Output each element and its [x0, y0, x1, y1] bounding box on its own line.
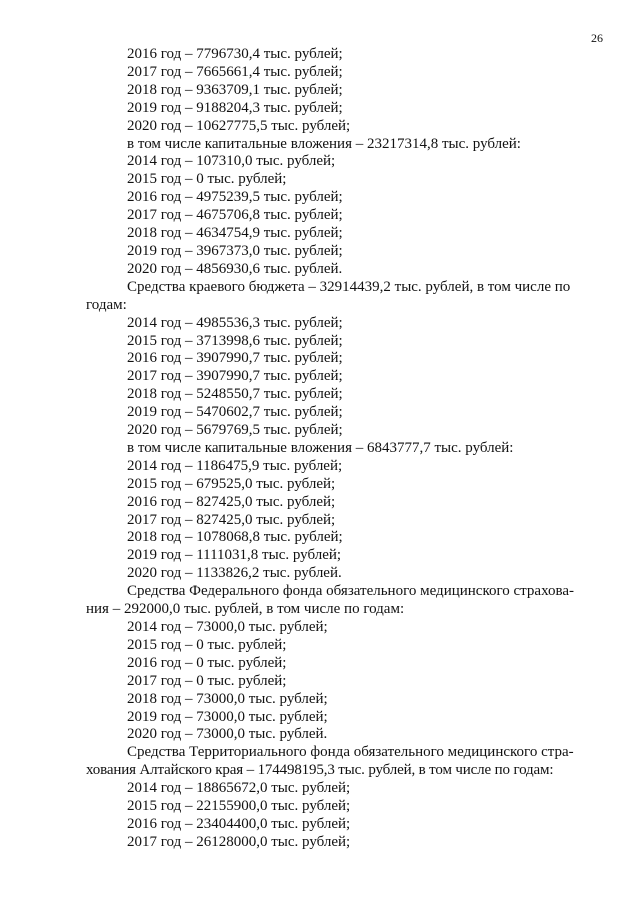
text-line: 2016 год – 0 тыс. рублей; [127, 654, 287, 671]
text-line: 2019 год – 3967373,0 тыс. рублей; [127, 242, 343, 259]
line-group-regional-budget-years [86, 315, 611, 584]
text-line: 2014 год – 4985536,3 тыс. рублей; [127, 314, 343, 331]
text-line: 2016 год – 4975239,5 тыс. рублей; [127, 189, 343, 206]
text-line: 2018 год – 73000,0 тыс. рублей; [127, 690, 328, 707]
text-line: 2015 год – 0 тыс. рублей; [127, 636, 287, 653]
text-line: 2020 год – 73000,0 тыс. рублей. [127, 726, 328, 743]
paragraph-regional-budget [86, 279, 611, 315]
paragraph-row: Средства краевого бюджета – 32914439,2 тыс. рублей, в том числе по [127, 278, 571, 295]
paragraph-row: годам: [86, 296, 127, 313]
text-line: 2014 год – 73000,0 тыс. рублей; [127, 619, 328, 635]
document-body [86, 46, 611, 852]
text-line: 2020 год – 10627775,5 тыс. рублей; [127, 117, 351, 134]
text-line: 2019 год – 5470602,7 тыс. рублей; [127, 404, 343, 421]
text-line: 2016 год – 3907990,7 тыс. рублей; [127, 350, 343, 367]
text-line: 2018 год – 5248550,7 тыс. рублей; [127, 386, 343, 403]
text-line: 2014 год – 18865672,0 тыс. рублей; [127, 780, 351, 797]
text-line: 2015 год – 679525,0 тыс. рублей; [127, 475, 336, 492]
text-line: 2020 год – 5679769,5 тыс. рублей; [127, 422, 343, 439]
text-line: 2015 год – 3713998,6 тыс. рублей; [127, 332, 343, 349]
text-line: 2017 год – 26128000,0 тыс. рублей; [127, 833, 351, 850]
text-line: 2019 год – 1111031,8 тыс. рублей; [127, 547, 342, 564]
text-line: 2020 год – 1133826,2 тыс. рублей. [127, 565, 342, 582]
text-line: 2015 год – 0 тыс. рублей; [127, 171, 287, 188]
text-line: 2018 год – 9363709,1 тыс. рублей; [127, 81, 343, 98]
text-line: 2019 год – 73000,0 тыс. рублей; [127, 708, 328, 725]
paragraph-row: Средства Федерального фонда обязательного медицинского страхова- [127, 583, 575, 600]
text-line: 2016 год – 23404400,0 тыс. рублей; [127, 815, 351, 832]
line-group-territorial-fund-years [86, 780, 611, 852]
text-line: 2018 год – 4634754,9 тыс. рублей; [127, 225, 343, 242]
text-line: 2017 год – 3907990,7 тыс. рублей; [127, 368, 343, 385]
text-line: в том числе капитальные вложения – 6843777,7 тыс. рублей: [127, 439, 514, 456]
text-line: 2017 год – 4675706,8 тыс. рублей; [127, 207, 343, 224]
text-line: в том числе капитальные вложения – 23217314,8 тыс. рублей: [127, 135, 521, 152]
line-group-federal-fund-years [86, 619, 611, 744]
paragraph-federal-fund [86, 583, 611, 619]
text-line: 2020 год – 4856930,6 тыс. рублей. [127, 260, 343, 277]
text-line: 2016 год – 827425,0 тыс. рублей; [127, 493, 336, 510]
text-line: 2017 год – 0 тыс. рублей; [127, 672, 287, 689]
text-line: 2017 год – 7665661,4 тыс. рублей; [127, 63, 343, 80]
text-line: 2014 год – 1186475,9 тыс. рублей; [127, 457, 343, 474]
text-line: 2018 год – 1078068,8 тыс. рублей; [127, 529, 343, 546]
paragraph-row: хования Алтайского края – 174498195,3 тыс. рублей, в том числе по годам: [86, 762, 554, 779]
line-group-federal-budget-years [86, 46, 611, 279]
page-number: 26 [591, 31, 603, 45]
text-line: 2015 год – 22155900,0 тыс. рублей; [127, 798, 351, 815]
paragraph-row: ния – 292000,0 тыс. рублей, в том числе по годам: [86, 601, 405, 618]
text-line: 2016 год – 7796730,4 тыс. рублей; [127, 46, 343, 62]
paragraph-row: Средства Территориального фонда обязательного медицинского стра- [127, 744, 574, 761]
text-line: 2019 год – 9188204,3 тыс. рублей; [127, 99, 343, 116]
text-line: 2014 год – 107310,0 тыс. рублей; [127, 153, 336, 170]
paragraph-territorial-fund [86, 744, 611, 780]
text-line: 2017 год – 827425,0 тыс. рублей; [127, 511, 336, 528]
